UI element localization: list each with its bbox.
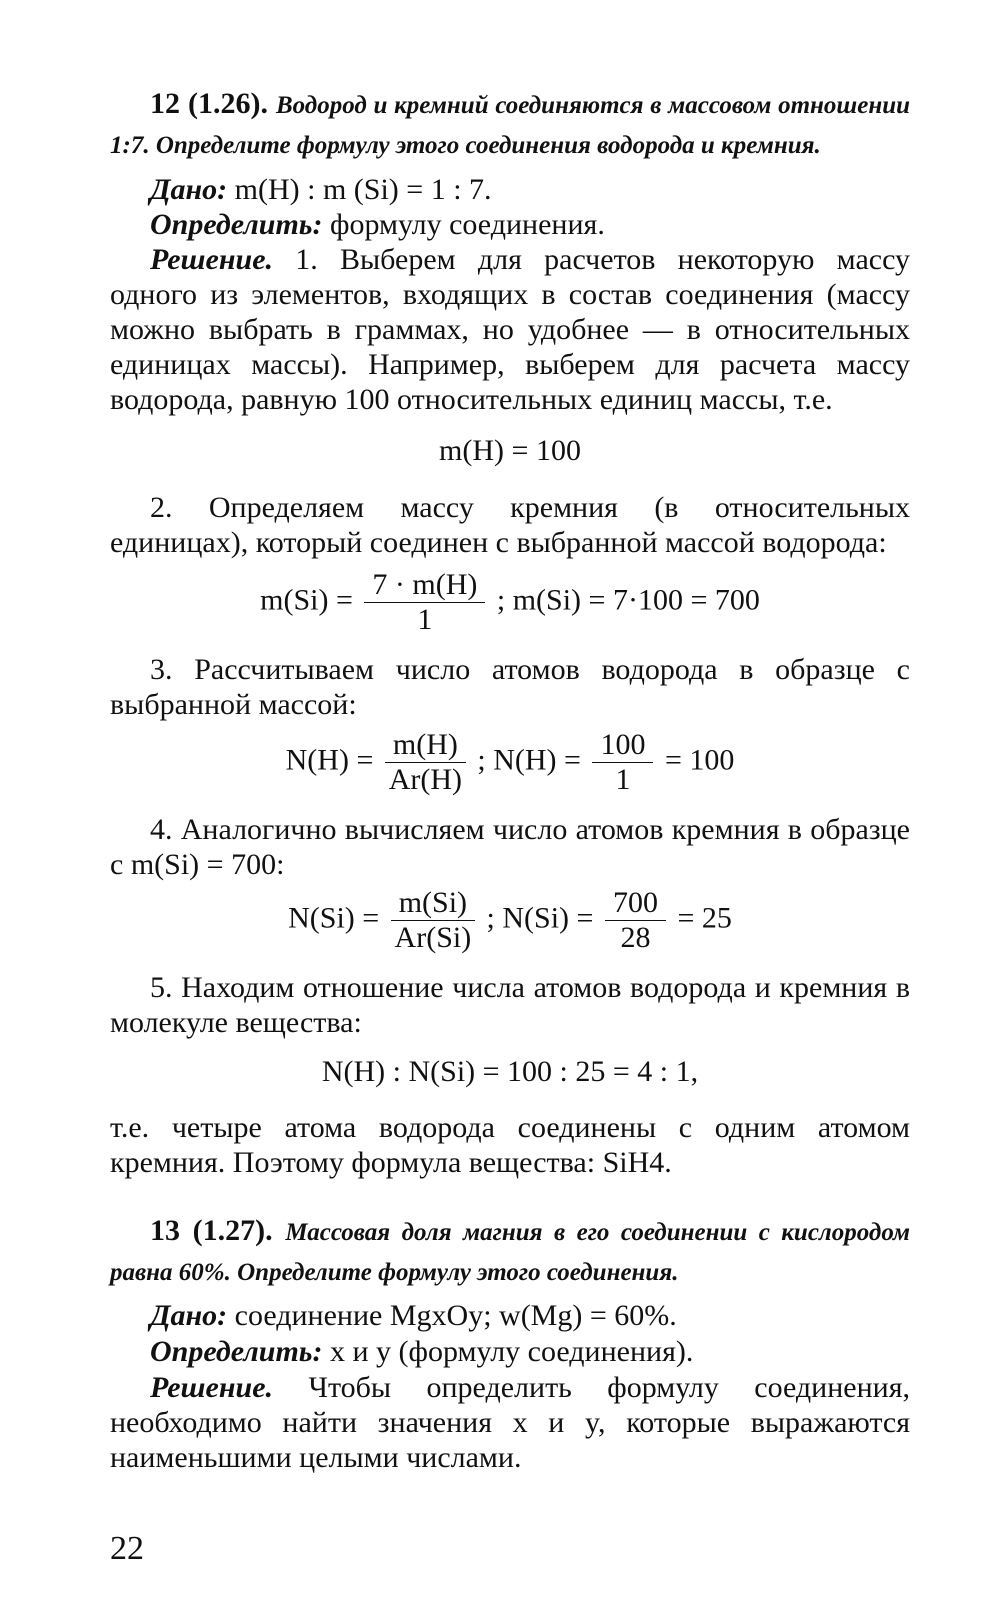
equation-4 bbox=[110, 886, 910, 955]
problem-12-text: Водород и кремний соединяются в массовом отношении 1:7. Определите формулу этого соединения водорода и кремния. bbox=[110, 92, 911, 159]
step-5: 5. Находим отношение числа атомов водорода и кремния в молекуле вещества: bbox=[110, 971, 910, 1039]
eq3-numerator: m(H) bbox=[385, 728, 466, 763]
eq3-denominator-2: 1 bbox=[615, 763, 631, 796]
given-12 bbox=[110, 172, 910, 207]
given-label: Дано: bbox=[150, 173, 228, 206]
conclusion-12: т.е. четыре атома водорода соединены с одним атомом кремния. Поэтому формула вещества: SiH4. bbox=[110, 1111, 910, 1179]
eq4-rhs: = 25 bbox=[677, 901, 732, 935]
solution-13 bbox=[110, 1370, 910, 1475]
eq4-numerator-2: 700 bbox=[605, 886, 666, 921]
step-4: 4. Аналогично вычисляем число атомов кремния в образце с m(Si) = 700: bbox=[110, 813, 910, 881]
equation-3 bbox=[110, 728, 910, 797]
equation-5: N(H) : N(Si) = 100 : 25 = 4 : 1, bbox=[321, 1055, 699, 1088]
eq2-rhs: ; m(Si) = 7·100 = 700 bbox=[496, 583, 760, 617]
given-value: m(H) : m (Si) = 1 : 7. bbox=[227, 173, 492, 206]
eq3-denominator: Ar(H) bbox=[388, 763, 463, 796]
problem-12-number: 12 (1.26). bbox=[150, 87, 268, 120]
step1-text: 1. Выберем для расчетов некоторую массу одного из элементов, входящих в состав соединения (массу можно выбрать в граммах, но удобнее — в относительных единицах массы). Например, выберем для расчета массу водорода, равную 100 относительных единиц массы, т.е. bbox=[110, 243, 910, 416]
eq4-numerator: m(Si) bbox=[391, 886, 475, 921]
eq4-lhs: N(Si) = bbox=[288, 901, 380, 935]
eq2-fraction bbox=[364, 568, 485, 637]
page-number: 22 bbox=[110, 1530, 144, 1567]
eq2-denominator: 1 bbox=[417, 603, 433, 636]
step-2: 2. Определяем массу кремния (в относительных единицах), который соединен с выбранной массой водорода: bbox=[110, 491, 910, 559]
equation-2 bbox=[110, 568, 910, 637]
given-13 bbox=[110, 1298, 910, 1333]
problem-13-statement bbox=[110, 1212, 910, 1292]
eq3-mid: ; N(H) = bbox=[477, 743, 581, 777]
eq2-numerator: 7 · m(H) bbox=[364, 568, 485, 603]
given-value: соединение MgxOy; w(Mg) = 60%. bbox=[227, 1299, 677, 1332]
eq3-fraction bbox=[385, 728, 466, 797]
eq2-lhs: m(Si) = bbox=[260, 583, 353, 617]
problem-12-statement bbox=[110, 85, 910, 165]
eq4-fraction-2 bbox=[605, 886, 666, 955]
solution-label: Решение. bbox=[150, 243, 274, 276]
find-label: Определить: bbox=[150, 1335, 323, 1368]
problem-13-number: 13 (1.27). bbox=[150, 1214, 273, 1247]
step-3: 3. Рассчитываем число атомов водорода в образце с выбранной массой: bbox=[110, 653, 910, 721]
eq3-rhs: = 100 bbox=[664, 743, 735, 777]
eq4-mid: ; N(Si) = bbox=[486, 901, 594, 935]
find-12 bbox=[110, 207, 910, 242]
eq3-fraction-2 bbox=[592, 728, 653, 797]
solution-12-step1 bbox=[110, 242, 910, 417]
solution-text: Чтобы определить формулу соединения, необходимо найти значения x и y, которые выражаются наименьшими целыми числами. bbox=[110, 1371, 910, 1474]
eq4-denominator-2: 28 bbox=[620, 921, 651, 954]
given-label: Дано: bbox=[150, 1299, 228, 1332]
eq4-fraction bbox=[391, 886, 475, 955]
eq3-numerator-2: 100 bbox=[592, 728, 653, 763]
solution-label: Решение. bbox=[150, 1371, 274, 1404]
equation-1: m(H) = 100 bbox=[439, 434, 581, 467]
find-label: Определить: bbox=[150, 208, 323, 241]
find-13 bbox=[110, 1334, 910, 1369]
find-value: x и y (формулу соединения). bbox=[322, 1335, 694, 1368]
eq3-lhs: N(H) = bbox=[285, 743, 374, 777]
eq4-denominator: Ar(Si) bbox=[394, 921, 472, 954]
problem-13-text: Массовая доля магния в его соединении с кислородом равна 60%. Определите формулу этого соединения. bbox=[110, 1219, 910, 1286]
find-value: формулу соединения. bbox=[322, 208, 605, 241]
